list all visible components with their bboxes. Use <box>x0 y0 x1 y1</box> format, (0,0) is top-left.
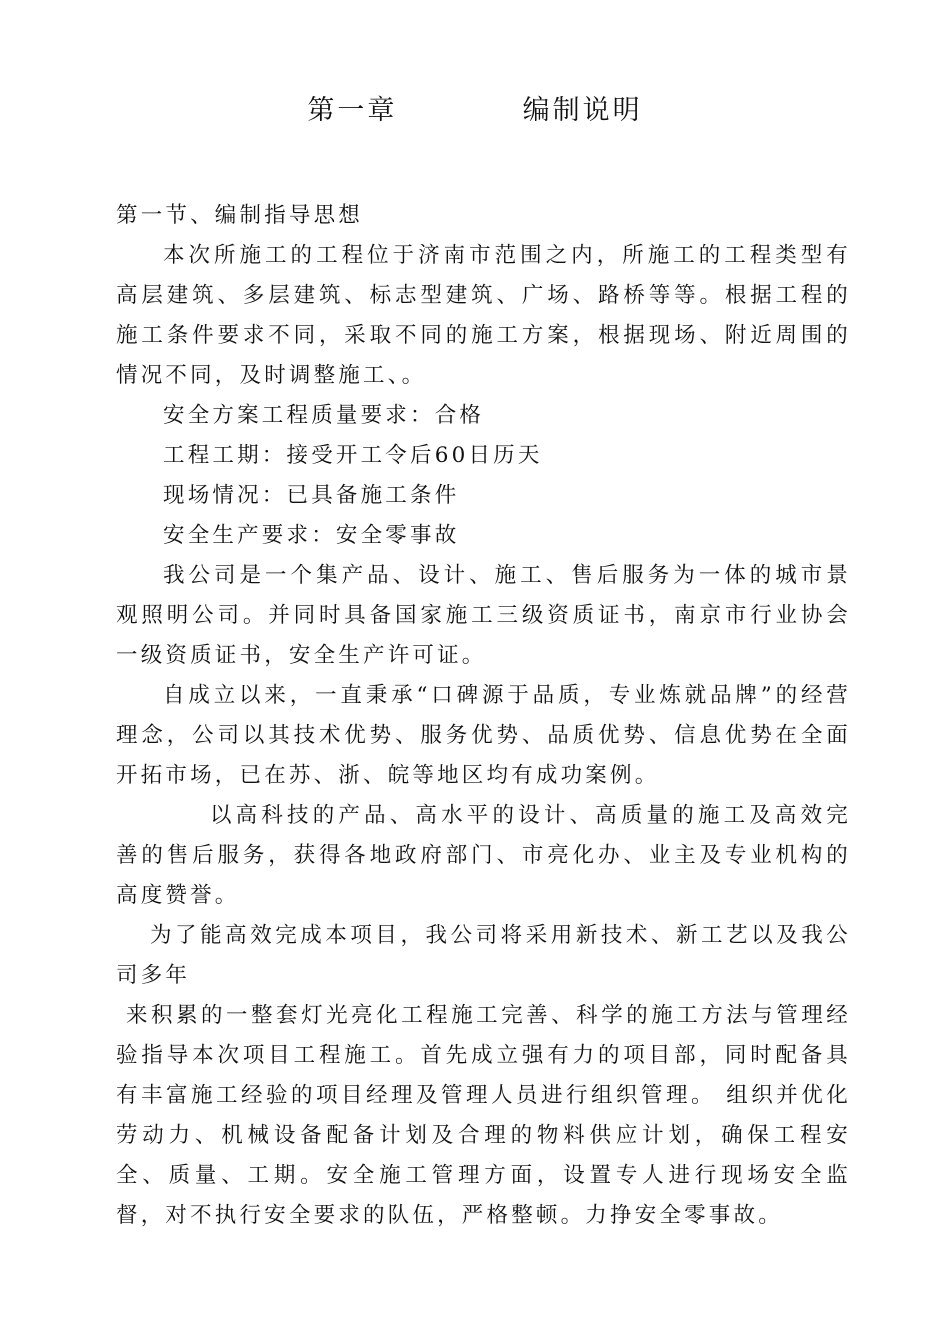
paragraph-quality-requirement: 安全方案工程质量要求：合格 <box>163 403 485 428</box>
paragraph-commitment: 为了能高效完成本项目，我公司将采用新技术、新工艺以及我公司多年 <box>116 923 851 988</box>
chapter-title: 第一章 编制说明 <box>307 95 643 126</box>
section-title: 第一节、编制指导思想 <box>116 203 364 228</box>
paragraph-project-overview: 本次所施工的工程位于济南市范围之内，所施工的工程类型有高层建筑、多层建筑、标志型建筑、广场、路桥等等。根据工程的施工条件要求不同，采取不同的施工方案，根据现场、附近周围的情况不同，及时调整施工、。 <box>116 243 851 388</box>
paragraph-management: 来积累的一整套灯光亮化工程施工完善、科学的施工方法与管理经验指导本次项目工程施工。首先成立强有力的项目部，同时配备具有丰富施工经验的项目经理及管理人员进行组织管理。 组织并优化劳动力、机械设备配备计划及合理的物料供应计划，确保工程安全、质量、工期。安全施工管理方面，设置专人进行现场安全监督，对不执行安全要求的队伍，严格整顿。力挣安全零事故。 <box>116 1003 851 1228</box>
paragraph-safety-requirement: 安全生产要求：安全零事故 <box>163 523 460 548</box>
paragraph-schedule: 工程工期：接受开工令后60日历天 <box>163 443 543 468</box>
paragraph-company-intro: 我公司是一个集产品、设计、施工、售后服务为一体的城市景观照明公司。并同时具备国家施工三级资质证书，南京市行业协会一级资质证书，安全生产许可证。 <box>116 563 851 668</box>
document-body <box>116 196 851 1236</box>
paragraph-site-condition: 现场情况：已具备施工条件 <box>163 483 460 508</box>
paragraph-reputation: 以高科技的产品、高水平的设计、高质量的施工及高效完善的售后服务，获得各地政府部门、市亮化办、业主及专业机构的高度赞誉。 <box>116 803 851 908</box>
paragraph-philosophy: 自成立以来，一直秉承“口碑源于品质，专业炼就品牌”的经营理念，公司以其技术优势、服务优势、品质优势、信息优势在全面开拓市场，已在苏、浙、皖等地区均有成功案例。 <box>116 683 851 788</box>
